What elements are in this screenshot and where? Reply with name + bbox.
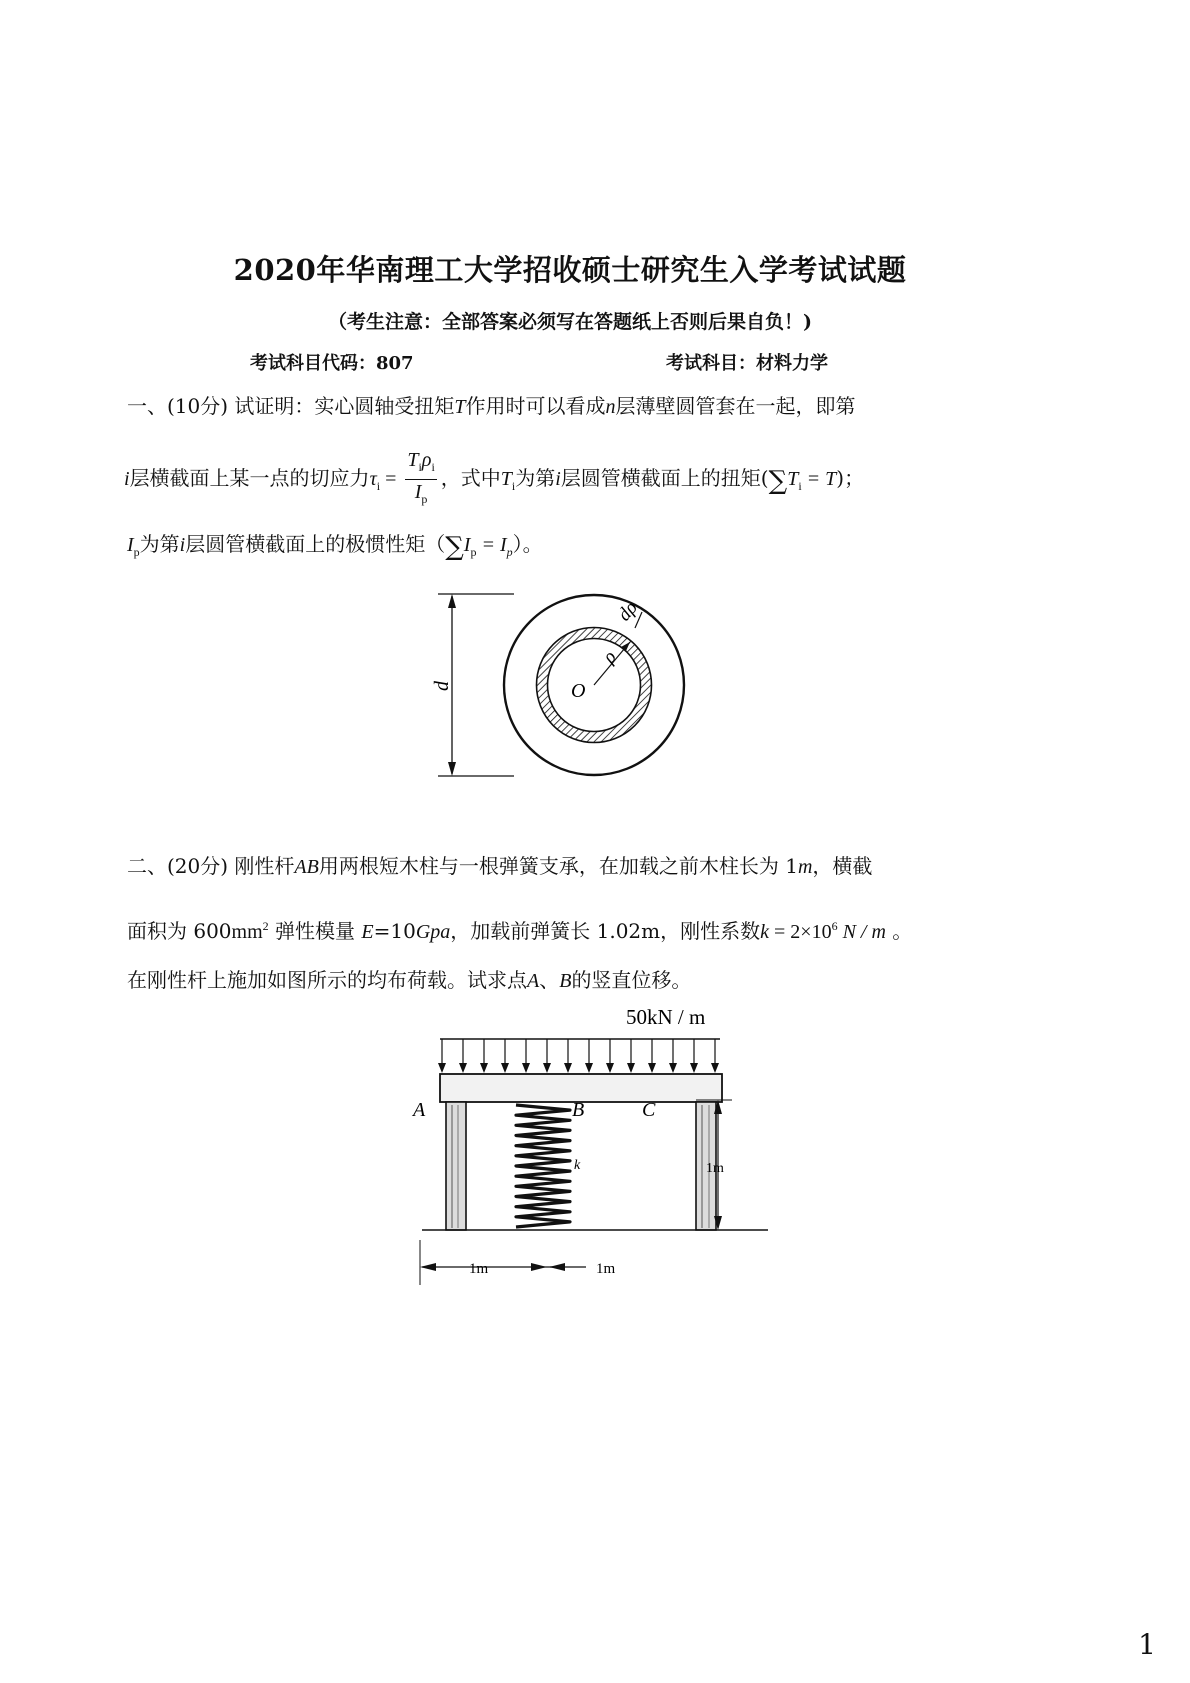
load-arrow-head — [459, 1063, 467, 1073]
load-arrow-head — [438, 1063, 446, 1073]
page-number: 1 — [1138, 1628, 1156, 1661]
load-arrow-head — [690, 1063, 698, 1073]
label-rho: ρ — [598, 646, 621, 668]
label-span2: 1m — [596, 1261, 616, 1277]
load-arrow-head — [522, 1063, 530, 1073]
label-height: 1m — [706, 1161, 724, 1176]
label-span1: 1m — [469, 1261, 489, 1277]
label-C: C — [642, 1099, 656, 1121]
q1-line2: i层横截面上某一点的切应力$\tau_i$ = $\frac{T_i\rho_i}{I_p}$ ，式中$T_i$为第i层圆管横截面上的扭矩$(\sum T_i = T)$； — [124, 448, 864, 511]
wood-post-left — [446, 1102, 466, 1230]
subject-name: 考试科目：材料力学 — [666, 353, 828, 374]
tau-fraction: $\frac{T_i\rho_i}{I_p}$ — [407, 449, 435, 506]
q2-line1: 二、(20分) 刚性杆AB用两根短木柱与一根弹簧支承，在加载之前木柱长为 1m，横截 — [127, 854, 873, 878]
label-A: A — [413, 1099, 426, 1121]
label-k: k — [574, 1158, 581, 1173]
label-load: 50kN / m — [626, 1005, 706, 1029]
load-arrow-head — [585, 1063, 593, 1073]
label-B: B — [572, 1099, 585, 1121]
dim-arrow-top — [448, 594, 456, 608]
load-arrow-head — [669, 1063, 677, 1073]
span1-arrow-right — [531, 1263, 547, 1271]
dim-arrow-bottom — [448, 762, 456, 776]
load-arrow-head — [480, 1063, 488, 1073]
label-O: O — [571, 680, 586, 702]
label-d: d — [431, 681, 453, 691]
spring-k — [516, 1105, 570, 1227]
rigid-bar-AB — [440, 1074, 722, 1102]
shaft-cross-section-figure — [430, 580, 690, 790]
label-drho: dρ — [613, 597, 642, 626]
q2-line3: 在刚性杆上施加如图所示的均布荷载。试求点A、B的竖直位移。 — [127, 968, 692, 992]
load-arrow-head — [648, 1063, 656, 1073]
q1-line1: 一、(10分) 试证明：实心圆轴受扭矩T作用时可以看成n层薄壁圆管套在一起，即第 — [127, 394, 856, 418]
exam-title: 2020年华南理工大学招收硕士研究生入学考试试题 — [233, 253, 907, 287]
q1-line3: $I_p$为第i层圆管横截面上的极惯性矩$(\sum I_p = I_p)$。 — [127, 532, 543, 562]
load-arrow-head — [501, 1063, 509, 1073]
span1-arrow-left — [420, 1263, 436, 1271]
load-arrow-head — [627, 1063, 635, 1073]
load-arrow-head — [543, 1063, 551, 1073]
load-arrow-head — [711, 1063, 719, 1073]
exam-notice: （考生注意：全部答案必须写在答题纸上否则后果自负！) — [328, 311, 812, 333]
rigid-bar-figure — [400, 995, 820, 1285]
subject-code: 考试科目代码：807 — [250, 353, 414, 374]
distributed-load-arrows — [438, 1039, 719, 1073]
load-arrow-head — [606, 1063, 614, 1073]
q2-line2: 面积为 $600mm^2$ 弹性模量 E=10Gpa，加载前弹簧长 1.02m，刚性系数$k = 2\times 10^6$ N / m 。 — [127, 919, 913, 943]
load-arrow-head — [564, 1063, 572, 1073]
